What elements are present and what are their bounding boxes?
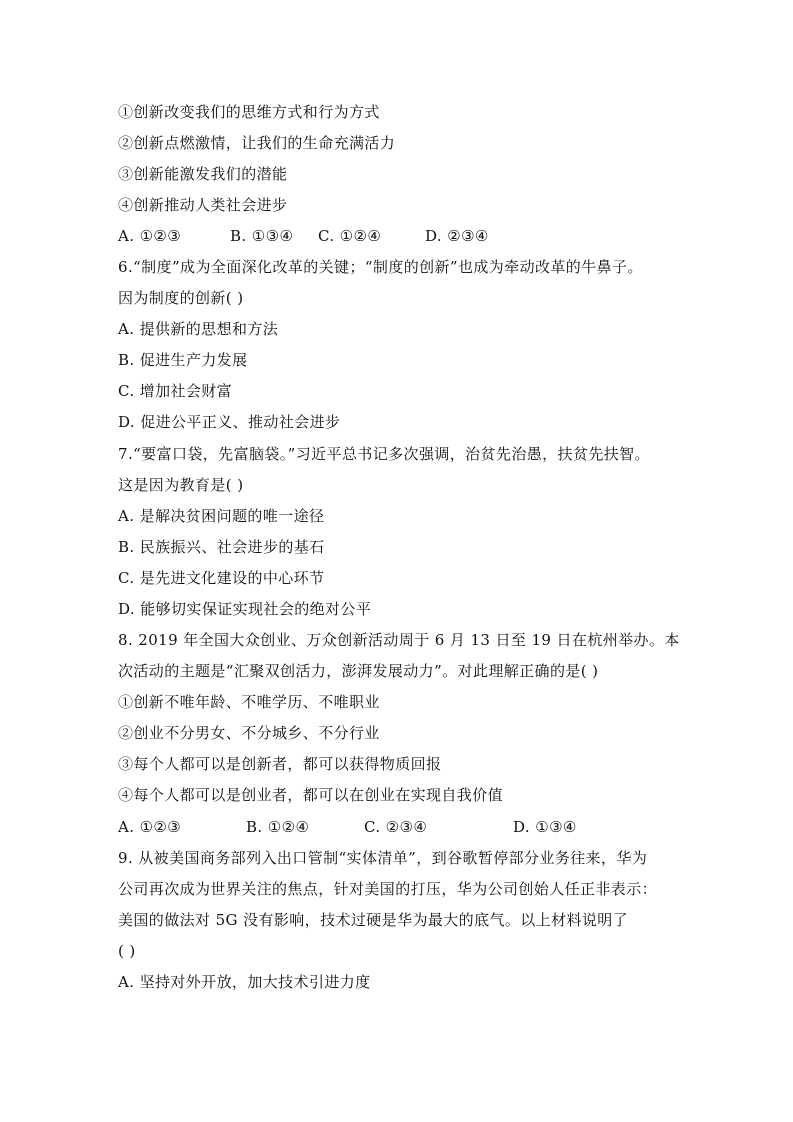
q7-stem-line-2: 这是因为教育是( ) [118, 476, 244, 494]
q5-option-b: B. ①③④ [230, 227, 294, 245]
q8-statement-4: ④每个人都可以是创业者，都可以在创业在实现自我价值 [118, 786, 504, 804]
q9-stem-line-1: 9. 从被美国商务部列入出口管制“实体清单”，到谷歌暂停部分业务往来，华为 [118, 849, 648, 867]
q5-statement-4: ④创新推动人类社会进步 [118, 196, 288, 214]
q5-statement-2: ②创新点燃激情，让我们的生命充满活力 [118, 134, 396, 152]
q6-stem-line-2: 因为制度的创新( ) [118, 289, 244, 307]
q7-option-d: D. 能够切实保证实现社会的绝对公平 [118, 600, 372, 618]
q9-stem-line-3: 美国的做法对 5G 没有影响，技术过硬是华为最大的底气。以上材料说明了 [118, 911, 629, 929]
q7-option-b: B. 民族振兴、社会进步的基石 [118, 538, 325, 556]
q6-option-b: B. 促进生产力发展 [118, 351, 248, 369]
q8-stem-line-1: 8. 2019 年全国大众创业、万众创新活动周于 6 月 13 日至 19 日在杭州举办。本 [118, 631, 680, 649]
q8-option-a: A. ①②③ [118, 818, 182, 836]
q7-stem-line-1: 7.“要富口袋，先富脑袋。”习近平总书记多次强调，治贫先治愚，扶贫先扶智。 [118, 445, 650, 463]
q8-statement-1: ①创新不唯年龄、不唯学历、不唯职业 [118, 693, 380, 711]
q7-option-c: C. 是先进文化建设的中心环节 [118, 569, 325, 587]
q8-options [118, 817, 718, 837]
q7-option-a: A. 是解决贫困问题的唯一途径 [118, 507, 325, 525]
q5-option-d: D. ②③④ [425, 227, 489, 245]
q6-option-c: C. 增加社会财富 [118, 382, 233, 400]
q5-option-c: C. ①②④ [318, 227, 382, 245]
q8-option-b: B. ①②④ [246, 818, 310, 836]
q5-statement-3: ③创新能激发我们的潜能 [118, 165, 288, 183]
q8-statement-3: ③每个人都可以是创新者，都可以获得物质回报 [118, 755, 442, 773]
q9-stem-line-2: 公司再次成为世界关注的焦点，针对美国的打压，华为公司创始人任正非表示： [118, 880, 658, 898]
q9-stem-line-4: ( ) [118, 942, 136, 960]
q5-option-a: A. ①②③ [118, 227, 182, 245]
q5-statement-1: ①创新改变我们的思维方式和行为方式 [118, 103, 380, 121]
q8-stem-line-2: 次活动的主题是“汇聚双创活力，澎湃发展动力”。对此理解正确的是( ) [118, 662, 599, 680]
q8-statement-2: ②创业不分男女、不分城乡、不分行业 [118, 724, 380, 742]
q8-option-d: D. ①③④ [513, 818, 577, 836]
q8-option-c: C. ②③④ [364, 818, 428, 836]
q6-option-d: D. 促进公平正义、推动社会进步 [118, 413, 341, 431]
q9-option-a: A. 坚持对外开放，加大技术引进力度 [118, 973, 371, 991]
q6-stem-line-1: 6.“制度”成为全面深化改革的关键；“制度的创新”也成为牵动改革的牛鼻子。 [118, 258, 643, 276]
q6-option-a: A. 提供新的思想和方法 [118, 320, 279, 338]
q5-options [118, 226, 718, 246]
